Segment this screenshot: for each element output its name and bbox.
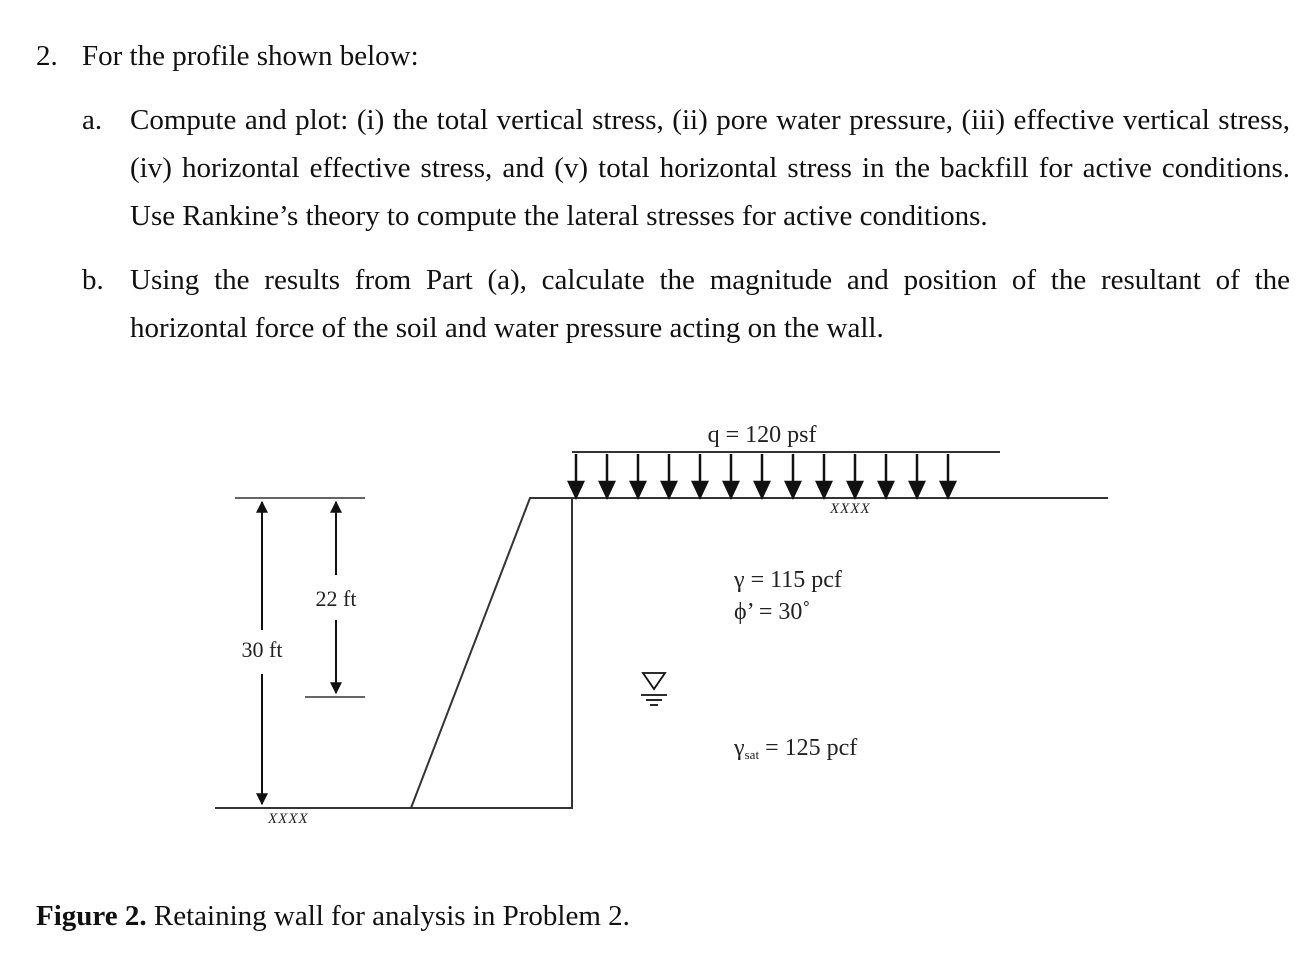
- surcharge-label: q = 120 psf: [707, 422, 817, 448]
- surcharge-arrows: [569, 454, 955, 497]
- surcharge-arrow: [786, 454, 800, 497]
- gamma-sat-value: = 125 pcf: [759, 735, 858, 761]
- part-b-label: b.: [82, 264, 104, 296]
- figure-caption-text: Retaining wall for analysis in Problem 2.: [146, 900, 630, 932]
- surcharge-arrow: [724, 454, 738, 497]
- part-a-text: Compute and plot: (i) the total vertical stress, (ii) pore water pressure, (iii) effective vertical stress, (iv) horizontal effective stress, and (v) total horizontal stress in the backfill for active conditions. Use Rankine’s theory to compute the lateral stresses for active conditions.: [130, 104, 1290, 232]
- gamma-sat-subscript: sat: [744, 747, 760, 762]
- figure-caption-label: Figure 2.: [36, 900, 147, 932]
- problem-number: 2.: [36, 40, 58, 72]
- surcharge-arrow: [879, 454, 893, 497]
- surcharge-arrow: [941, 454, 955, 497]
- gamma-label: γ = 115 pcf: [734, 567, 842, 593]
- surcharge-arrow: [755, 454, 769, 497]
- surcharge-arrow: [662, 454, 676, 497]
- water-table-icon: [641, 673, 667, 705]
- surcharge-arrow: [848, 454, 862, 497]
- dim-30ft-label: 30 ft: [241, 637, 283, 662]
- figure-caption: [36, 896, 630, 936]
- phi-label: ϕ’ = 30˚: [734, 599, 811, 625]
- retaining-wall: [411, 498, 572, 808]
- surcharge-arrow: [817, 454, 831, 497]
- surcharge-arrow: [693, 454, 707, 497]
- gamma-sat-label: [733, 735, 857, 762]
- soil-hatch-bottom: XXXX: [268, 811, 309, 827]
- part-a-label: a.: [82, 104, 103, 136]
- surcharge-arrow: [631, 454, 645, 497]
- surcharge-arrow: [569, 454, 583, 497]
- surcharge-arrow: [910, 454, 924, 497]
- problem-intro: For the profile shown below:: [82, 40, 419, 72]
- dim-22ft-label: 22 ft: [315, 586, 357, 611]
- gamma-sat-symbol: γ: [734, 735, 745, 761]
- surcharge-arrow: [600, 454, 614, 497]
- part-b-text: Using the results from Part (a), calculate the magnitude and position of the resultant of the horizontal force of the soil and water pressure acting on the wall.: [130, 264, 1290, 344]
- soil-hatch-top: XXXX: [830, 501, 871, 517]
